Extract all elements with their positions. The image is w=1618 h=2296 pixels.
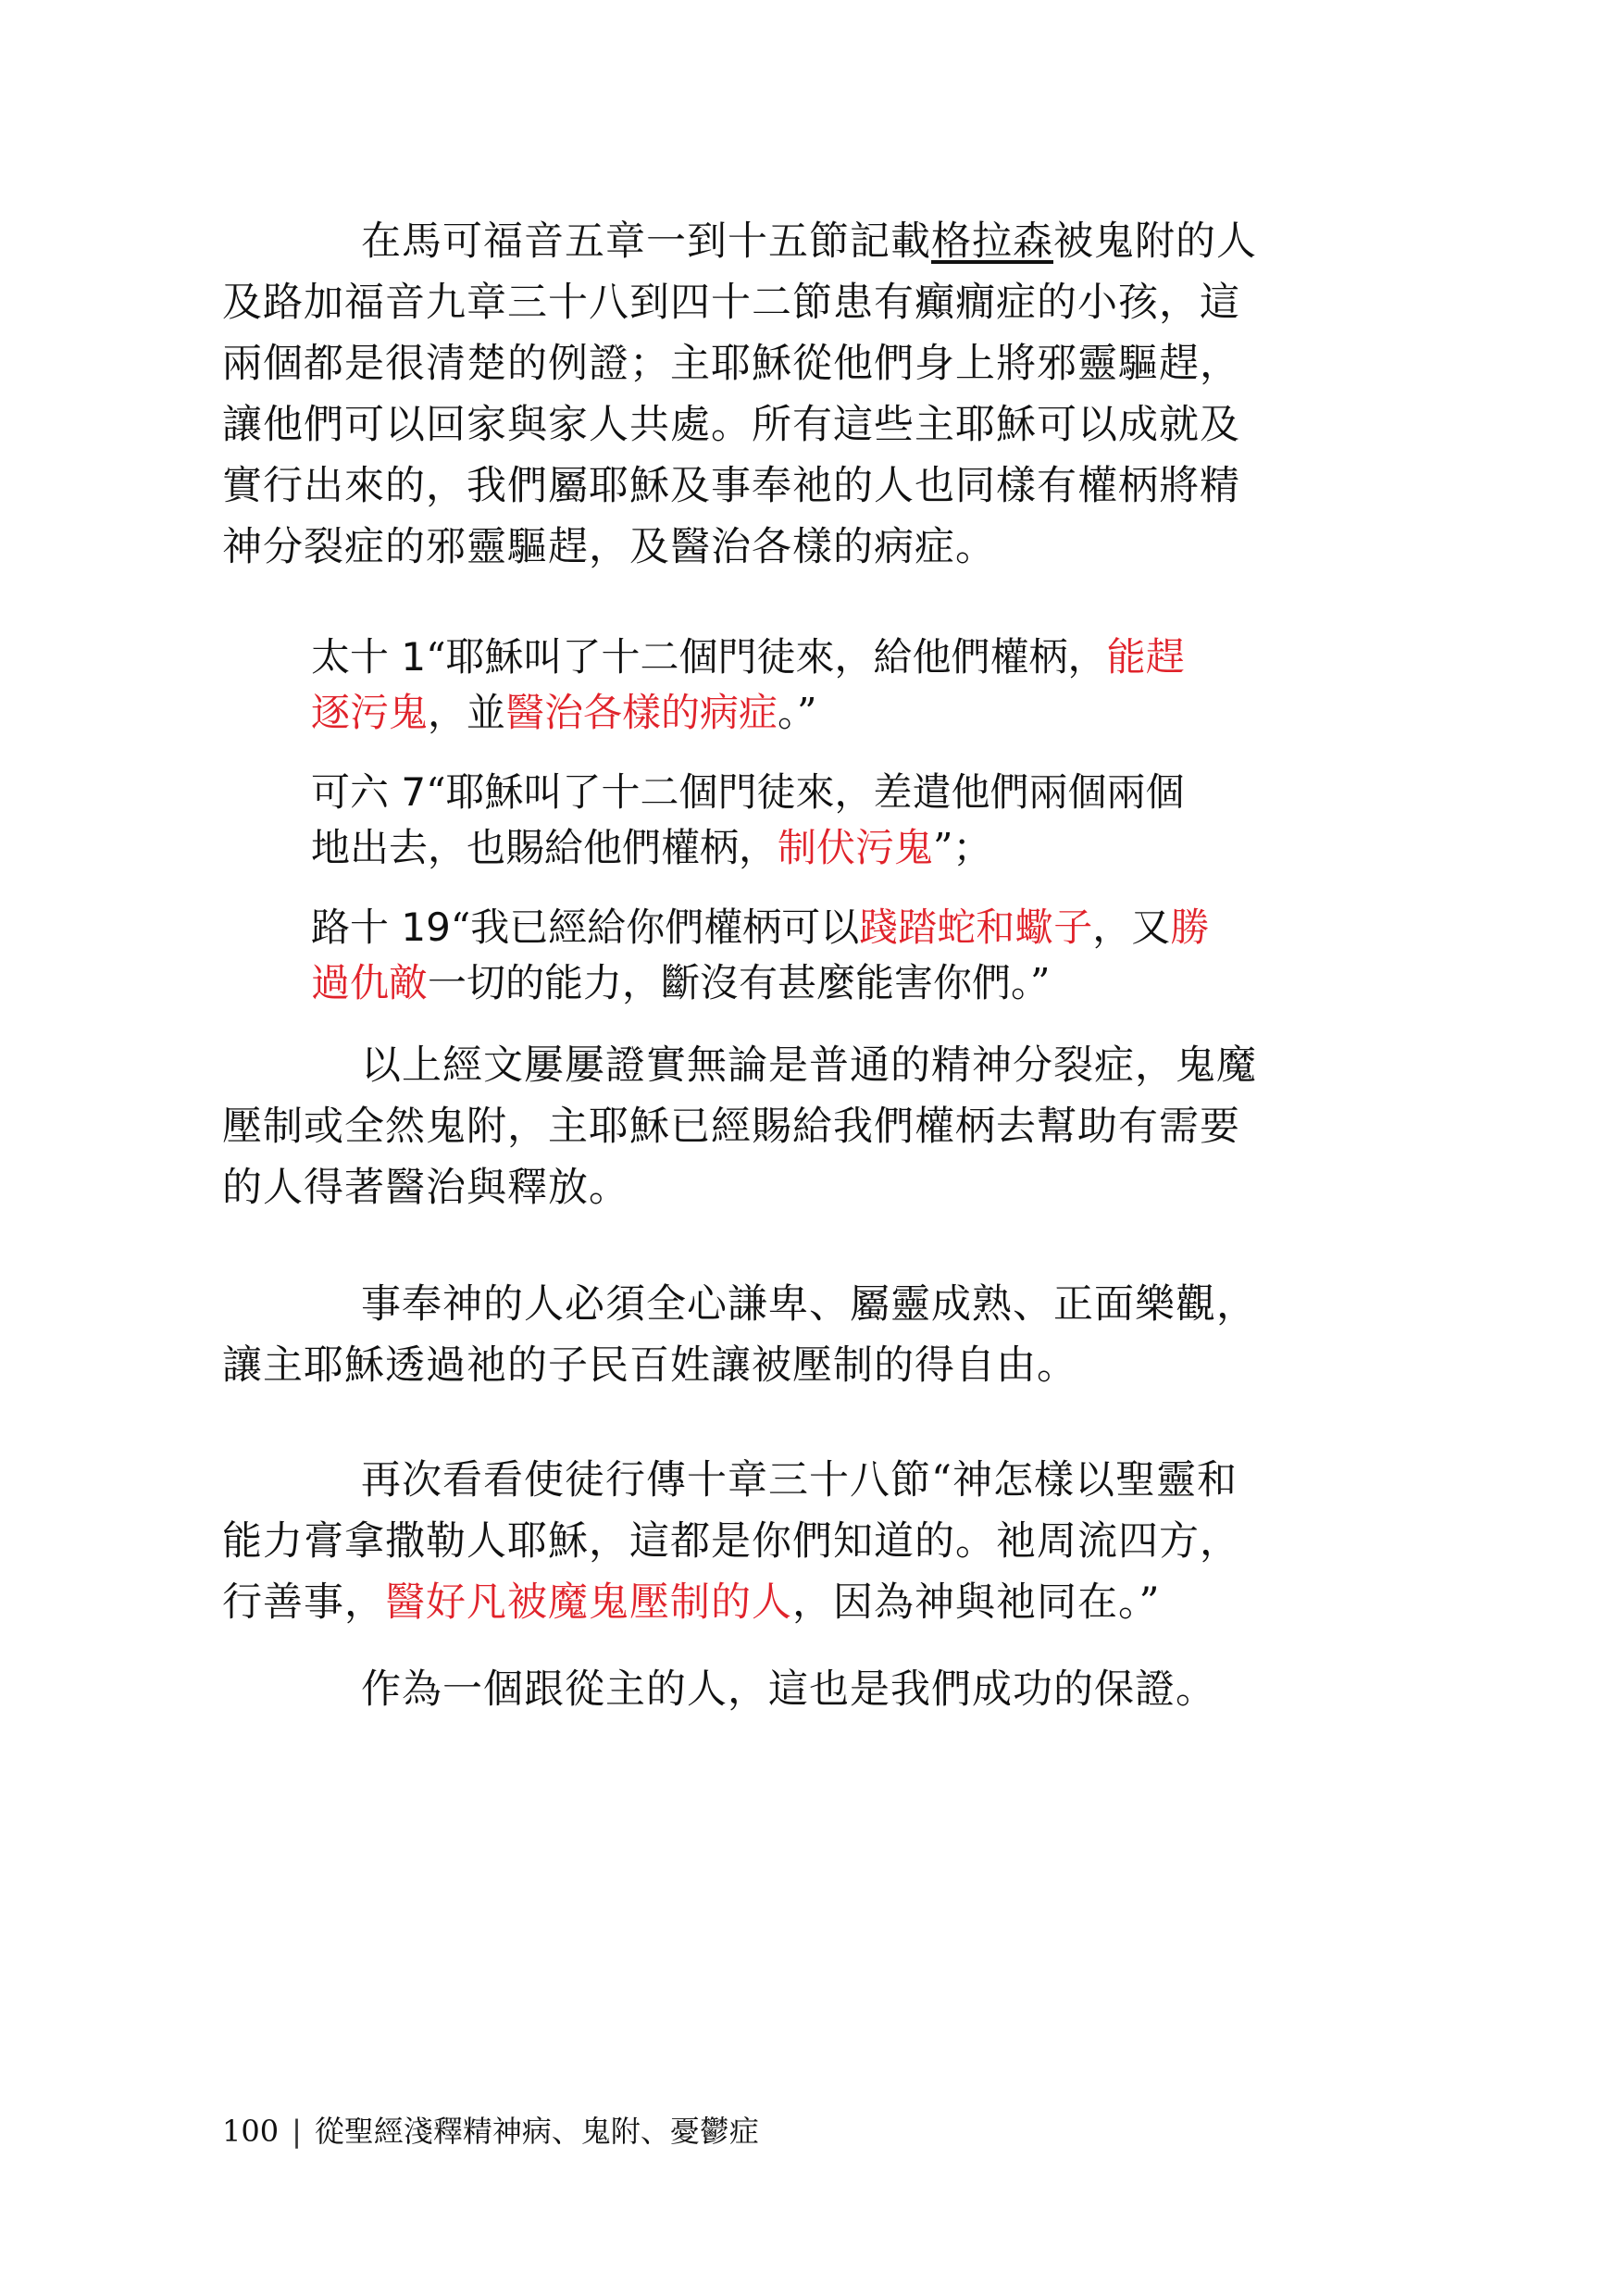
paragraph-4	[222, 1450, 1416, 1633]
paragraph-2	[222, 1035, 1416, 1218]
text-line: 事奉神的人必須全心謙卑、屬靈成熟、正面樂觀，	[361, 1281, 1257, 1328]
scripture-text: ，又	[1092, 905, 1171, 950]
text-line	[311, 630, 1416, 685]
scripture-text: 地出去，也賜給他們權柄，	[311, 825, 778, 870]
scripture-quote-matthew	[311, 630, 1416, 741]
highlighted-text: 踐踏蛇和蠍子	[859, 905, 1093, 950]
text-line	[222, 1450, 1416, 1511]
highlighted-text: 逐污鬼	[311, 690, 429, 735]
scripture-reference: 可六 7	[311, 769, 427, 815]
text-line	[222, 1572, 1416, 1633]
text-line: 壓制或全然鬼附，主耶穌已經賜給我們權柄去幫助有需要	[222, 1104, 1240, 1150]
scripture-reference: 太十 1	[311, 634, 427, 680]
scripture-text: “神怎樣以聖靈和	[931, 1457, 1238, 1504]
paragraph-3	[222, 1274, 1416, 1396]
scripture-quote-mark	[311, 765, 1416, 876]
paragraph-1	[222, 211, 1416, 578]
text-line	[222, 211, 1416, 272]
scripture-text: “耶穌叫了十二個門徒來，差遣他們兩個兩個	[426, 769, 1185, 815]
scripture-text: 。”	[778, 690, 817, 735]
text-line: 及路加福音九章三十八到四十二節患有癲癇症的小孩，這	[222, 280, 1240, 326]
page-footer	[222, 2113, 759, 2150]
text-line: 神分裂症的邪靈驅趕，及醫治各樣的病症。	[222, 524, 996, 570]
text-span: 再次看看使徒行傳十章三十八節	[361, 1457, 931, 1504]
scripture-text: 行善事，	[222, 1579, 385, 1626]
scripture-text: ，並	[428, 690, 506, 735]
text-line: 的人得著醫治與釋放。	[222, 1165, 629, 1211]
text-line: 讓他們可以回家與家人共處。所有這些主耶穌可以成就及	[222, 402, 1240, 448]
text-line	[311, 820, 1416, 876]
text-line: 讓主耶穌透過祂的子民百姓讓被壓制的得自由。	[222, 1342, 1077, 1389]
text-line: 兩個都是很清楚的例證；主耶穌從他們身上將邪靈驅趕，	[222, 341, 1240, 387]
highlighted-text: 醫好凡被魔鬼壓制的人	[385, 1579, 792, 1626]
highlighted-text: 能趕	[1106, 634, 1185, 680]
text-line	[311, 900, 1416, 955]
text-span: 在馬可福音五章一到十五節記載	[361, 218, 931, 265]
book-title: 從聖經淺釋精神病、鬼附、憂鬱症	[314, 2114, 759, 2149]
text-line: 以上經文屢屢證實無論是普通的精神分裂症，鬼魔	[361, 1042, 1257, 1089]
scripture-text: ，因為神與祂同在。”	[792, 1579, 1161, 1626]
scripture-text: 一切的能力，斷沒有甚麼能害你們。”	[428, 960, 1051, 1005]
scripture-quote-luke	[311, 900, 1416, 1011]
page-number: 100	[222, 2114, 280, 2149]
paragraph-5	[222, 1659, 1416, 1720]
highlighted-text: 過仇敵	[311, 960, 429, 1005]
scripture-text: ”；	[933, 825, 992, 870]
text-line: 能力膏拿撒勒人耶穌，這都是你們知道的。祂周流四方，	[222, 1518, 1240, 1565]
footer-separator: |	[292, 2114, 302, 2149]
highlighted-text: 勝	[1170, 905, 1210, 950]
scripture-text: “我已經給你們權柄可以	[450, 905, 860, 950]
text-line	[311, 955, 1416, 1011]
text-line: 作為一個跟從主的人，這也是我們成功的保證。	[361, 1666, 1216, 1713]
highlighted-text: 醫治各樣的病症	[505, 690, 778, 735]
scripture-text: “耶穌叫了十二個門徒來，給他們權柄，	[426, 634, 1107, 680]
scripture-reference: 路十 19	[311, 905, 451, 950]
underlined-place-name: 格拉森	[931, 218, 1053, 265]
text-span: 被鬼附的人	[1053, 218, 1257, 265]
text-line: 實行出來的，我們屬耶穌及事奉祂的人也同樣有權柄將精	[222, 463, 1240, 509]
highlighted-text: 制伏污鬼	[778, 825, 934, 870]
text-line	[311, 685, 1416, 741]
text-line	[311, 765, 1416, 820]
